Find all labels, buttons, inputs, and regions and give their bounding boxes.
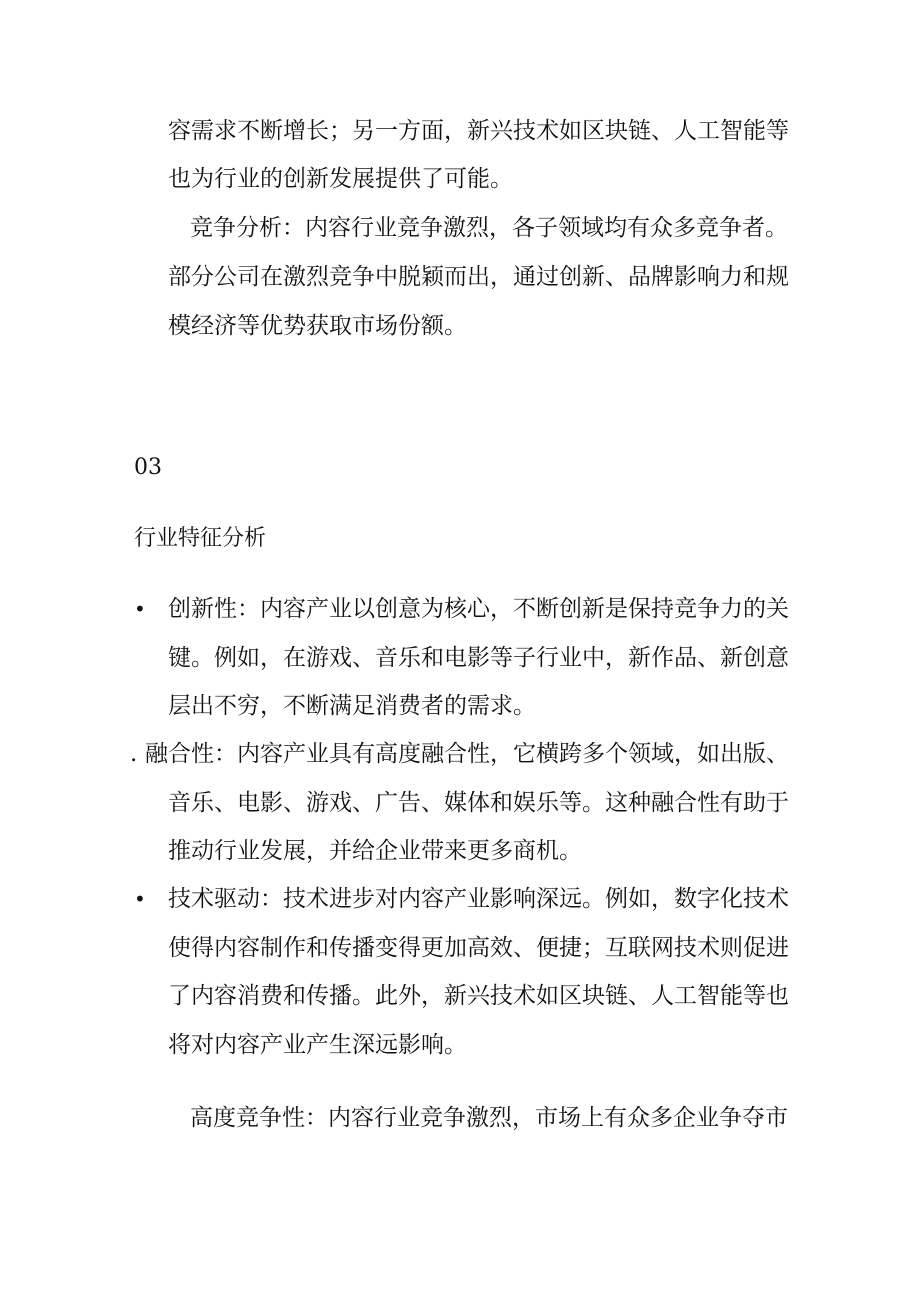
competition-line-1: 竞争分析：内容行业竞争激烈，各子领域均有众多竞争者。 (190, 215, 788, 241)
intro-line-2: 也为行业的创新发展提供了可能。 (168, 166, 513, 192)
list-item-1-line-2: 键。例如，在游戏、音乐和电影等子行业中，新作品、新创意 (168, 645, 789, 671)
bullet-marker: • (134, 597, 146, 621)
dot-marker: . (130, 741, 138, 767)
list-item-1-line-1: 创新性：内容产业以创意为核心，不断创新是保持竞争力的关 (168, 596, 789, 622)
list-item-2-line-3: 推动行业发展，并给企业带来更多商机。 (168, 838, 582, 864)
list-item-1-line-3: 层出不穷，不断满足消费者的需求。 (168, 693, 536, 719)
intro-line-1: 容需求不断增长；另一方面，新兴技术如区块链、人工智能等 (168, 118, 789, 144)
competition-line-3: 模经济等优势获取市场份额。 (168, 313, 467, 339)
bullet-marker: • (134, 887, 146, 911)
list-item-3-line-4: 将对内容产业产生深远影响。 (168, 1032, 467, 1058)
section-title: 行业特征分析 (134, 526, 267, 551)
final-line-1: 高度竞争性：内容行业竞争激烈，市场上有众多企业争夺市 (190, 1105, 788, 1131)
list-item-3-line-2: 使得内容制作和传播变得更加高效、便捷；互联网技术则促进 (168, 935, 789, 961)
competition-line-2: 部分公司在激烈竞争中脱颖而出，通过创新、品牌影响力和规 (168, 264, 789, 290)
list-item-3-line-1: 技术驱动：技术进步对内容产业影响深远。例如，数字化技术 (168, 886, 789, 912)
list-item-2-line-2: 音乐、电影、游戏、广告、媒体和娱乐等。这种融合性有助于 (168, 790, 789, 816)
list-item-2-line-1: 融合性：内容产业具有高度融合性，它横跨多个领域，如出版、 (145, 741, 789, 767)
list-item-3-line-3: 了内容消费和传播。此外，新兴技术如区块链、人工智能等也 (168, 983, 789, 1009)
section-number: 03 (134, 455, 162, 480)
